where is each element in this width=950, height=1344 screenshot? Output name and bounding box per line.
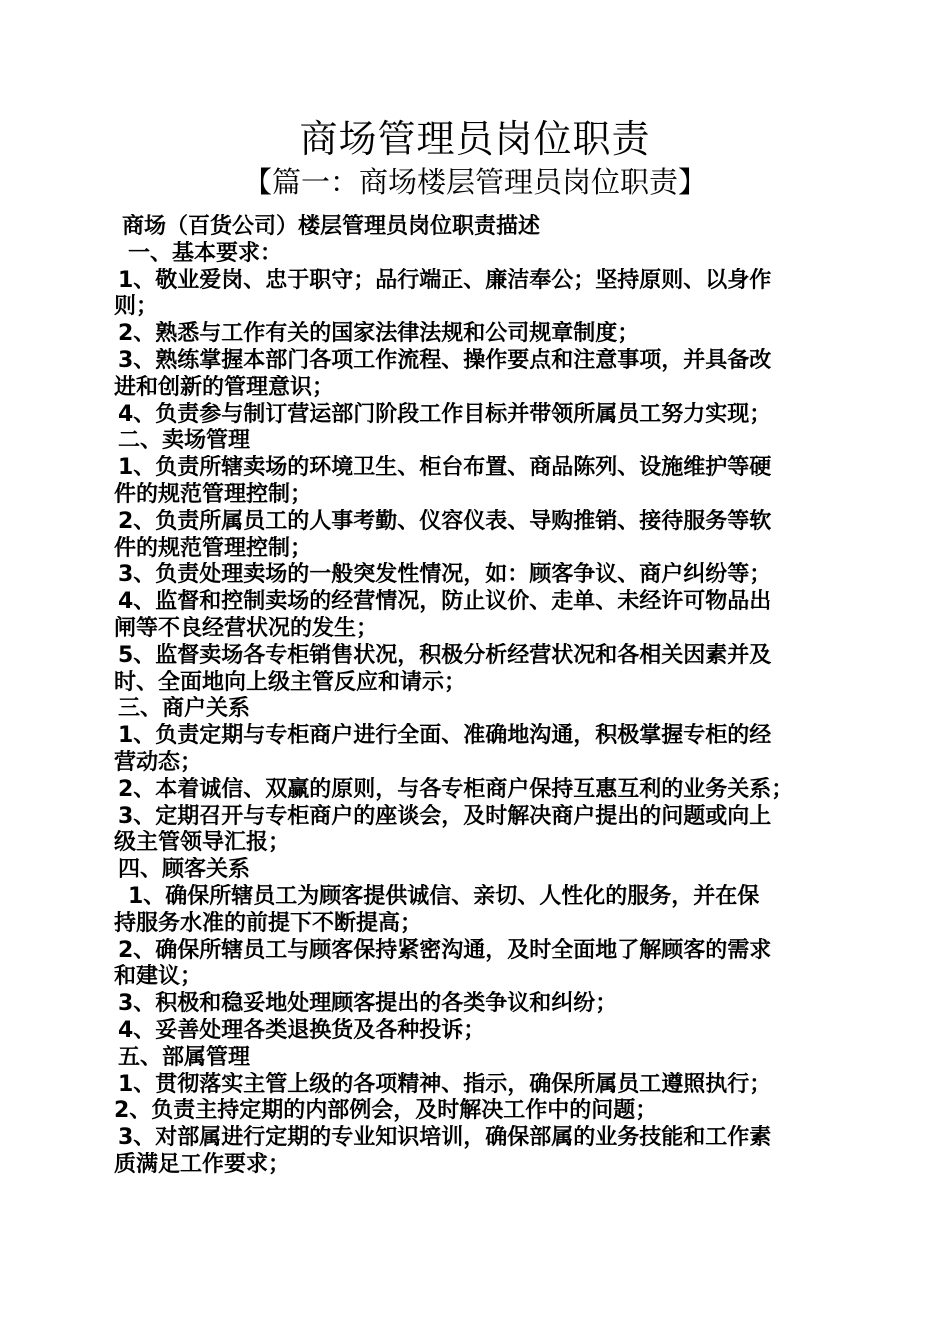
text-line: 营动态； bbox=[114, 749, 203, 775]
text-line: 则； bbox=[114, 294, 159, 320]
text-line: 1、敬业爱岗、忠于职守；品行端正、廉洁奉公；坚持原则、以身作 bbox=[118, 267, 772, 293]
text-line: 4、负责参与制订营运部门阶段工作目标并带领所属员工努力实现； bbox=[118, 401, 772, 427]
text-line: 2、负责主持定期的内部例会，及时解决工作中的问题； bbox=[114, 1098, 658, 1124]
text-line: 时、全面地向上级主管反应和请示； bbox=[114, 669, 467, 695]
text-line: 级主管领导汇报； bbox=[114, 830, 291, 856]
text-line: 件的规范管理控制； bbox=[114, 481, 313, 507]
text-line: 3、负责处理卖场的一般突发性情况，如：顾客争议、商户纠纷等； bbox=[118, 562, 772, 588]
text-line: 2、本着诚信、双赢的原则，与各专柜商户保持互惠互利的业务关系； bbox=[118, 776, 794, 802]
text-line: 件的规范管理控制； bbox=[114, 535, 313, 561]
text-line: 1、确保所辖员工为顾客提供诚信、亲切、人性化的服务，并在保 bbox=[128, 883, 760, 909]
text-line: 5、监督卖场各专柜销售状况，积极分析经营状况和各相关因素并及 bbox=[118, 642, 772, 668]
section-heading-4: 四、顾客关系 bbox=[118, 857, 251, 883]
text-line: 2、确保所辖员工与顾客保持紧密沟通，及时全面地了解顾客的需求 bbox=[118, 937, 772, 963]
text-line: 4、监督和控制卖场的经营情况，防止议价、走单、未经许可物品出 bbox=[118, 589, 772, 615]
text-line: 2、负责所属员工的人事考勤、仪容仪表、导购推销、接待服务等软 bbox=[118, 508, 772, 534]
document-title: 商场管理员岗位职责 bbox=[299, 117, 651, 161]
text-line: 和建议； bbox=[114, 964, 203, 990]
section-heading-main: 商场（百货公司）楼层管理员岗位职责描述 bbox=[122, 214, 541, 239]
text-line: 2、熟悉与工作有关的国家法律法规和公司规章制度； bbox=[118, 321, 640, 347]
section-heading-1: 一、基本要求： bbox=[128, 240, 283, 266]
text-line: 4、妥善处理各类退换货及各种投诉； bbox=[118, 1017, 486, 1043]
text-line: 1、贯彻落实主管上级的各项精神、指示，确保所属员工遵照执行； bbox=[118, 1071, 772, 1097]
document-subtitle: 【篇一：商场楼层管理员岗位职责】 bbox=[242, 165, 707, 199]
text-line: 3、积极和稳妥地处理顾客提出的各类争议和纠纷； bbox=[118, 991, 618, 1017]
text-line: 闸等不良经营状况的发生； bbox=[114, 615, 379, 641]
text-line: 1、负责所辖卖场的环境卫生、柜台布置、商品陈列、设施维护等硬 bbox=[118, 455, 772, 481]
text-line: 1、负责定期与专柜商户进行全面、准确地沟通，积极掌握专柜的经 bbox=[118, 723, 772, 749]
section-heading-3: 三、商户关系 bbox=[118, 696, 251, 722]
text-line: 进和创新的管理意识； bbox=[114, 374, 335, 400]
text-line: 质满足工作要求； bbox=[114, 1151, 291, 1177]
text-line: 3、对部属进行定期的专业知识培训，确保部属的业务技能和工作素 bbox=[118, 1125, 772, 1151]
section-heading-5: 五、部属管理 bbox=[118, 1044, 251, 1070]
text-line: 持服务水准的前提下不断提高； bbox=[114, 910, 423, 936]
document-body bbox=[114, 214, 838, 1179]
section-heading-2: 二、卖场管理 bbox=[118, 428, 251, 454]
text-line: 3、定期召开与专柜商户的座谈会，及时解决商户提出的问题或向上 bbox=[118, 803, 772, 829]
text-line: 3、熟练掌握本部门各项工作流程、操作要点和注意事项，并具备改 bbox=[118, 347, 772, 373]
